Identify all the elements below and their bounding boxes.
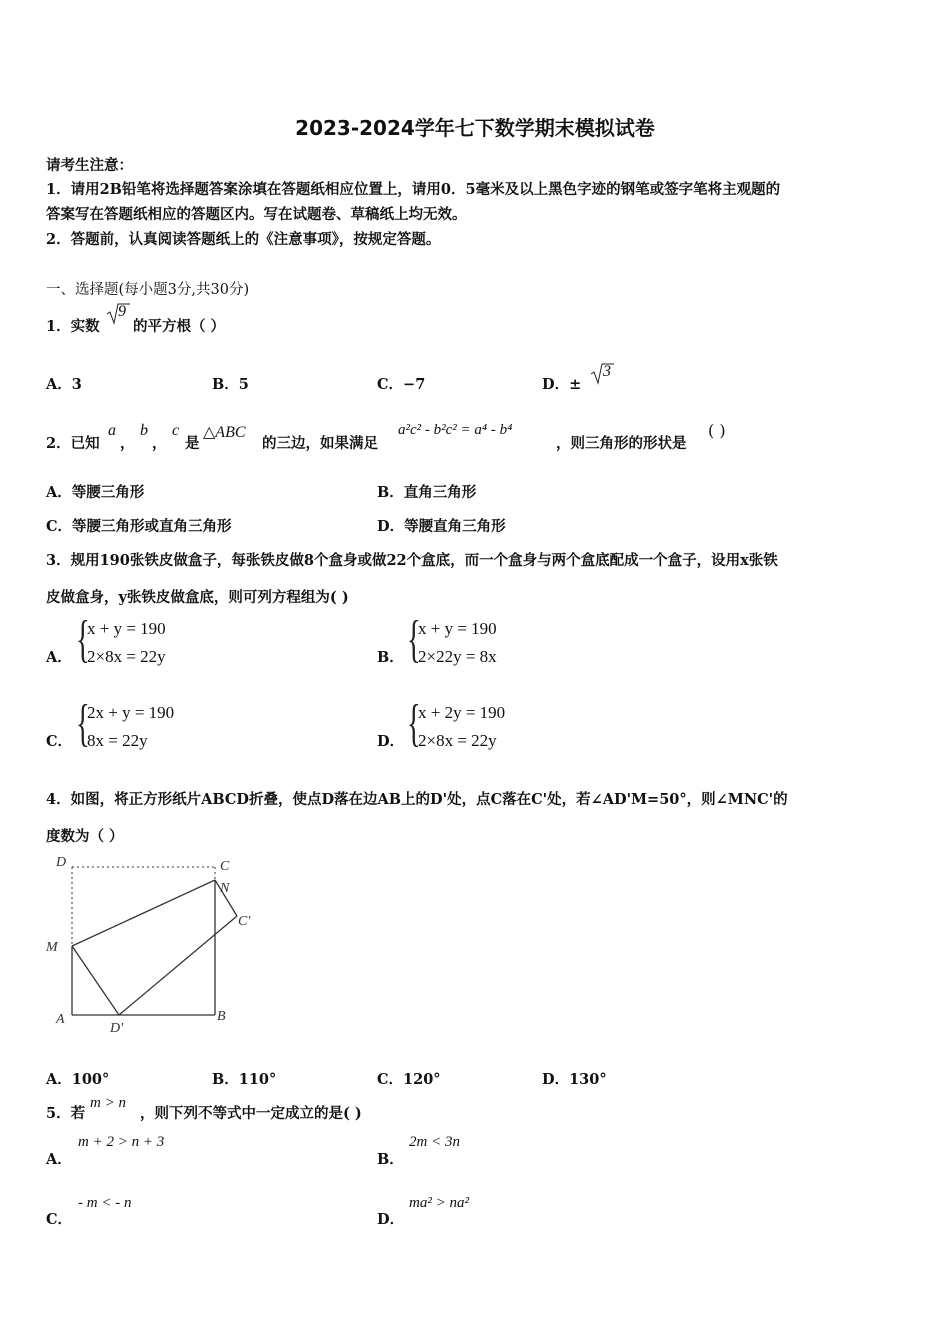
q3-d-eq1: x + 2y = 190 bbox=[418, 703, 506, 722]
q2-option-b[interactable]: B．直角三角形 bbox=[377, 484, 477, 501]
q1-option-a[interactable]: A．3 bbox=[46, 376, 82, 393]
q2-var-b: b bbox=[140, 422, 148, 439]
q4-figure bbox=[40, 850, 270, 1040]
q3-b-brace: { bbox=[407, 611, 421, 668]
q3-d-brace: { bbox=[407, 695, 421, 752]
q3-line-2: 皮做盒身，y张铁皮做盒底，则可列方程组为( ) bbox=[46, 589, 349, 606]
label-n: N bbox=[220, 881, 230, 896]
q4-option-a[interactable]: A．100° bbox=[46, 1071, 110, 1088]
q2-comma-2: ， bbox=[152, 435, 167, 452]
q5-prefix: 5．若 bbox=[46, 1105, 86, 1122]
q4-line-1: 4．如图，将正方形纸片ABCD折叠，使点D落在边AB上的D'处，点C落在C'处，若∠AD'M=50°，则∠MNC'的 bbox=[46, 791, 788, 808]
fold-line-mn bbox=[72, 880, 215, 946]
q1-radicand: 9 bbox=[118, 303, 126, 320]
q2-var-c: c bbox=[172, 422, 180, 439]
q4-option-d[interactable]: D．130° bbox=[542, 1071, 607, 1088]
q2-var-a: a bbox=[108, 422, 116, 439]
notice-line-1: 1．请用2B铅笔将选择题答案涂填在答题纸相应位置上，请用0．5毫米及以上黑色字迹的钢笔或签字笔将主观题的 bbox=[46, 181, 781, 198]
notice-line-3: 2．答题前，认真阅读答题纸上的《注意事项》，按规定答题。 bbox=[46, 231, 441, 248]
q3-c-eq2: 8x = 22y bbox=[87, 731, 148, 750]
q3-option-d[interactable]: D． bbox=[377, 733, 405, 750]
q5-c-expr: - m < - n bbox=[78, 1195, 132, 1211]
label-b: B bbox=[217, 1009, 226, 1024]
q2-option-d[interactable]: D．等腰直角三角形 bbox=[377, 518, 506, 535]
label-c-prime: C′ bbox=[238, 914, 251, 929]
q5-b-expr: 2m < 3n bbox=[409, 1134, 460, 1150]
q1-prefix: 1．实数 bbox=[46, 318, 100, 335]
label-m: M bbox=[46, 940, 58, 955]
q5-option-d[interactable]: D． bbox=[377, 1211, 405, 1228]
q4-option-c[interactable]: C．120° bbox=[377, 1071, 441, 1088]
label-d: D bbox=[56, 855, 67, 870]
q1-option-b[interactable]: B．5 bbox=[212, 376, 249, 393]
label-c: C bbox=[220, 859, 230, 874]
edge-dc bbox=[119, 916, 237, 1015]
q5-suffix: ，则下列不等式中一定成立的是( ) bbox=[140, 1105, 362, 1122]
q3-a-brace: { bbox=[76, 611, 90, 668]
q2-mid: 的三边，如果满足 bbox=[262, 435, 378, 452]
q3-line-1: 3．规用190张铁皮做盒子，每张铁皮做8个盒身或做22个盒底，而一个盒身与两个盒底配成一个盒子，设用x张铁 bbox=[46, 552, 778, 569]
q4-option-b[interactable]: B．110° bbox=[212, 1071, 277, 1088]
q3-a-eq1: x + y = 190 bbox=[87, 619, 166, 638]
notice-line-2: 答案写在答题纸相应的答题区内。写在试题卷、草稿纸上均无效。 bbox=[46, 206, 467, 223]
q3-b-eq2: 2×22y = 8x bbox=[418, 647, 497, 666]
q5-a-expr: m + 2 > n + 3 bbox=[78, 1134, 165, 1150]
q3-c-brace: { bbox=[76, 695, 90, 752]
q2-option-c[interactable]: C．等腰三角形或直角三角形 bbox=[46, 518, 232, 535]
label-d-prime: D′ bbox=[110, 1021, 124, 1036]
q2-prefix: 2．已知 bbox=[46, 435, 100, 452]
q2-suffix: ，则三角形的形状是 bbox=[556, 435, 687, 452]
q1-d-radicand: 3 bbox=[603, 363, 611, 380]
q2-answer-paren: ( ) bbox=[708, 421, 726, 440]
q3-option-b[interactable]: B． bbox=[377, 649, 404, 666]
q2-is: 是 bbox=[185, 435, 200, 452]
q1-suffix: 的平方根（ ） bbox=[133, 318, 226, 335]
q2-comma-1: ， bbox=[120, 435, 135, 452]
q3-option-a[interactable]: A． bbox=[46, 649, 72, 666]
q5-d-expr: ma² > na² bbox=[409, 1195, 469, 1211]
section-heading: 一、选择题(每小题3分,共30分) bbox=[46, 282, 250, 298]
q5-option-b[interactable]: B． bbox=[377, 1151, 404, 1168]
q5-condition: m > n bbox=[90, 1095, 126, 1111]
q2-triangle: △ABC bbox=[203, 424, 246, 441]
q4-line-2: 度数为（ ） bbox=[46, 828, 124, 845]
q2-option-a[interactable]: A．等腰三角形 bbox=[46, 484, 145, 501]
q5-option-c[interactable]: C． bbox=[46, 1211, 73, 1228]
edge-md bbox=[72, 946, 119, 1015]
q1-option-c[interactable]: C．−7 bbox=[377, 376, 426, 393]
notice-heading: 请考生注意： bbox=[46, 157, 133, 174]
label-a: A bbox=[56, 1012, 65, 1027]
q3-b-eq1: x + y = 190 bbox=[418, 619, 497, 638]
q5-option-a[interactable]: A． bbox=[46, 1151, 72, 1168]
q3-option-c[interactable]: C． bbox=[46, 733, 73, 750]
q2-equation: a²c² - b²c² = a⁴ - b⁴ bbox=[398, 422, 513, 438]
q3-d-eq2: 2×8x = 22y bbox=[418, 731, 497, 750]
page-title: 2023-2024学年七下数学期末模拟试卷 bbox=[295, 116, 655, 140]
q3-a-eq2: 2×8x = 22y bbox=[87, 647, 166, 666]
q3-c-eq1: 2x + y = 190 bbox=[87, 703, 175, 722]
q1-option-d[interactable]: D．± bbox=[542, 376, 582, 393]
